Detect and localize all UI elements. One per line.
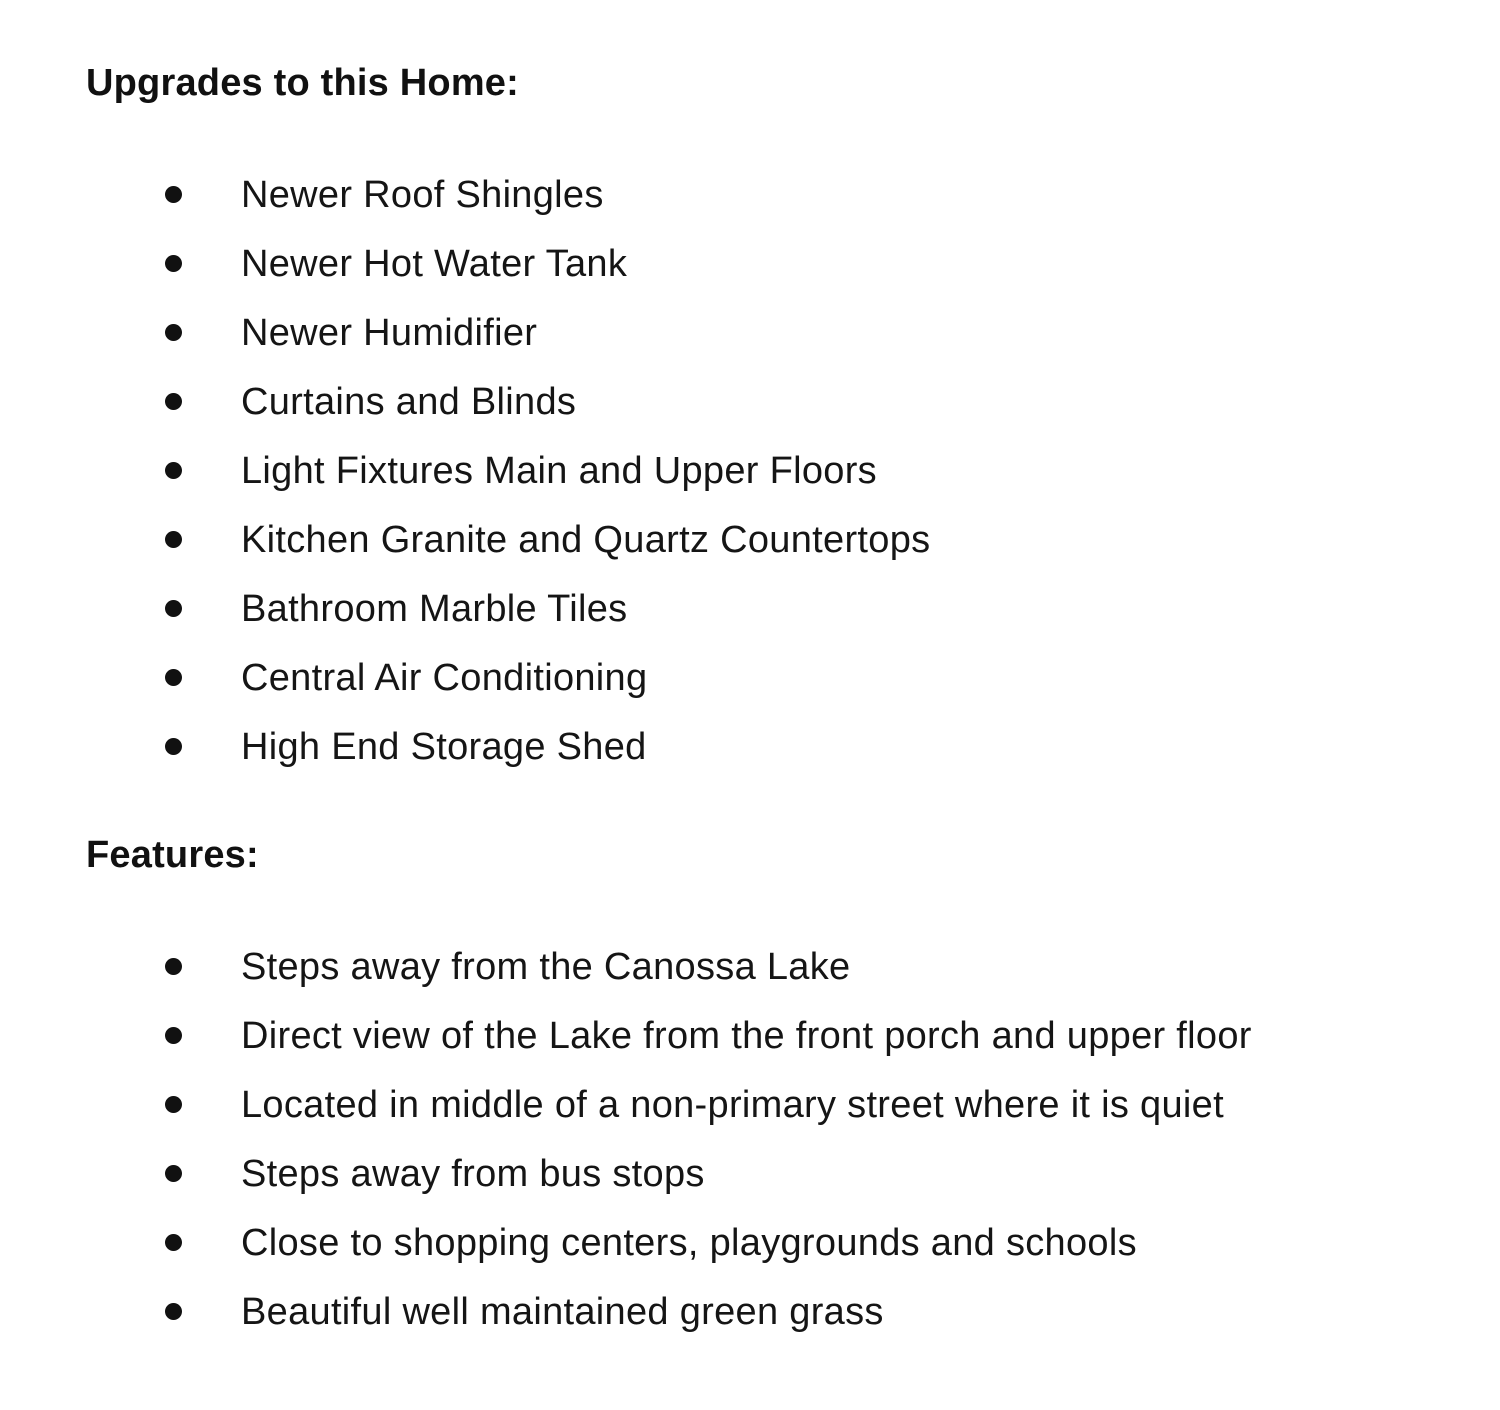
bullet-icon: [165, 393, 182, 410]
list-item-text: Kitchen Granite and Quartz Countertops: [241, 519, 931, 561]
bullet-icon: [165, 738, 182, 755]
list-item-text: Newer Humidifier: [241, 312, 538, 354]
bullet-icon: [165, 1027, 182, 1044]
list-item-text: Newer Roof Shingles: [241, 174, 604, 216]
bullet-icon: [165, 324, 182, 341]
bullet-icon: [165, 1096, 182, 1113]
bullet-icon: [165, 1165, 182, 1182]
bullet-icon: [165, 1303, 182, 1320]
upgrades-heading: Upgrades to this Home:: [86, 62, 519, 104]
list-item-text: Direct view of the Lake from the front porch and upper floor: [241, 1015, 1252, 1057]
list-item-text: Steps away from the Canossa Lake: [241, 946, 851, 988]
bullet-icon: [165, 1234, 182, 1251]
list-item-text: Beautiful well maintained green grass: [241, 1291, 884, 1333]
bullet-icon: [165, 669, 182, 686]
bullet-icon: [165, 462, 182, 479]
bullet-icon: [165, 958, 182, 975]
list-item-text: Newer Hot Water Tank: [241, 243, 628, 285]
list-item-text: Steps away from bus stops: [241, 1153, 705, 1195]
list-item-text: Bathroom Marble Tiles: [241, 588, 628, 630]
list-item-text: Light Fixtures Main and Upper Floors: [241, 450, 877, 492]
bullet-icon: [165, 255, 182, 272]
bullet-icon: [165, 186, 182, 203]
bullet-icon: [165, 600, 182, 617]
features-heading: Features:: [86, 834, 259, 876]
bullet-icon: [165, 531, 182, 548]
list-item-text: Curtains and Blinds: [241, 381, 577, 423]
list-item-text: High End Storage Shed: [241, 726, 647, 768]
list-item-text: Close to shopping centers, playgrounds and schools: [241, 1222, 1137, 1264]
list-item-text: Located in middle of a non-primary street where it is quiet: [241, 1084, 1224, 1126]
list-item-text: Central Air Conditioning: [241, 657, 648, 699]
